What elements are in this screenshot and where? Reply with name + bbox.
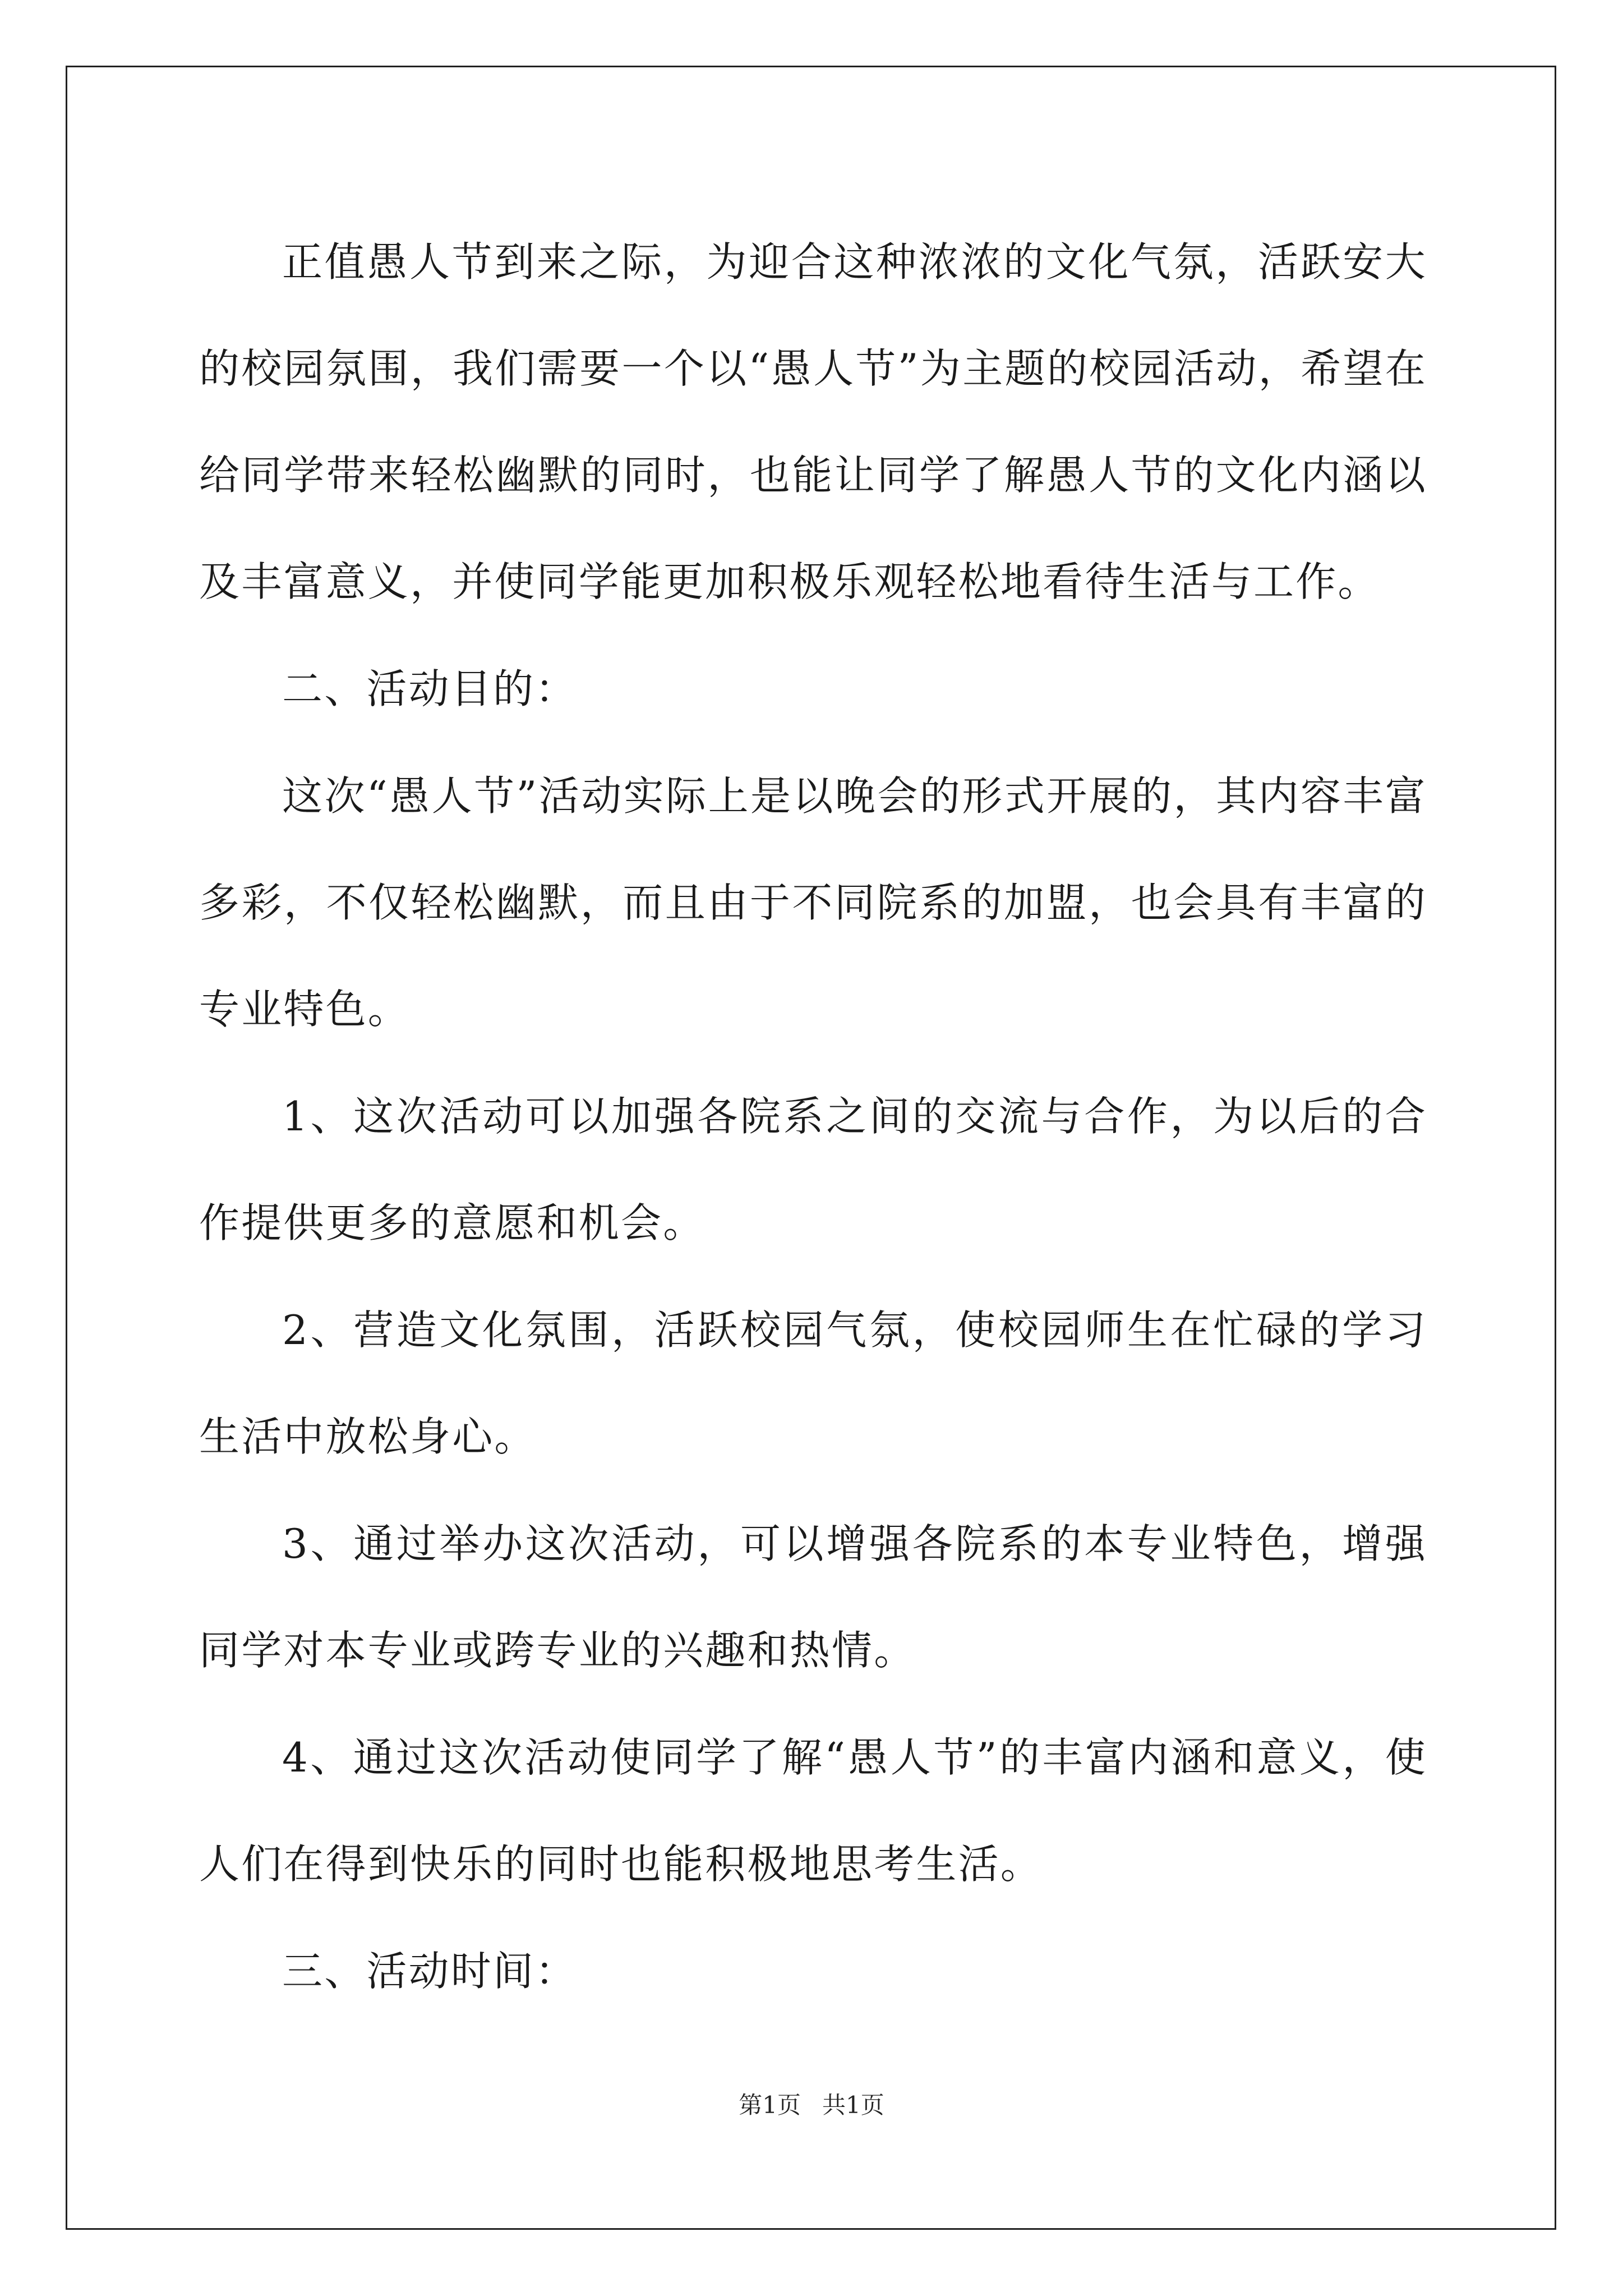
page-total: 共1页	[822, 2091, 884, 2119]
list-item-purpose-4: 4、通过这次活动使同学了解“愚人节”的丰富内涵和意义，使人们在得到快乐的同时也能积极地思考生活。	[199, 1734, 1427, 1888]
heading-activity-time: 三、活动时间：	[282, 1948, 578, 1995]
page-number: 第1页	[739, 2091, 801, 2119]
list-item-purpose-2: 2、营造文化氛围，活跃校园气氛，使校园师生在忙碌的学习生活中放松身心。	[199, 1306, 1427, 1460]
list-item-purpose-1: 1、这次活动可以加强各院系之间的交流与合作，为以后的合作提供更多的意愿和机会。	[199, 1093, 1427, 1246]
paragraph-purpose-overview: 这次“愚人节”活动实际上是以晚会的形式开展的，其内容丰富多彩，不仅轻松幽默，而且由于不同院系的加盟，也会具有丰富的专业特色。	[199, 772, 1427, 1033]
heading-activity-purpose: 二、活动目的：	[282, 665, 578, 712]
paragraph-intro: 正值愚人节到来之际，为迎合这种浓浓的文化气氛，活跃安大的校园氛围，我们需要一个以“愚人节”为主题的校园活动，希望在给同学带来轻松幽默的同时，也能让同学了解愚人节的文化内涵以及丰富意义，并使同学能更加积极乐观轻松地看待生活与工作。	[199, 238, 1427, 605]
list-item-purpose-3: 3、通过举办这次活动，可以增强各院系的本专业特色，增强同学对本专业或跨专业的兴趣和热情。	[199, 1520, 1427, 1674]
page-footer	[0, 2087, 1623, 2120]
document-body	[199, 209, 1427, 2024]
